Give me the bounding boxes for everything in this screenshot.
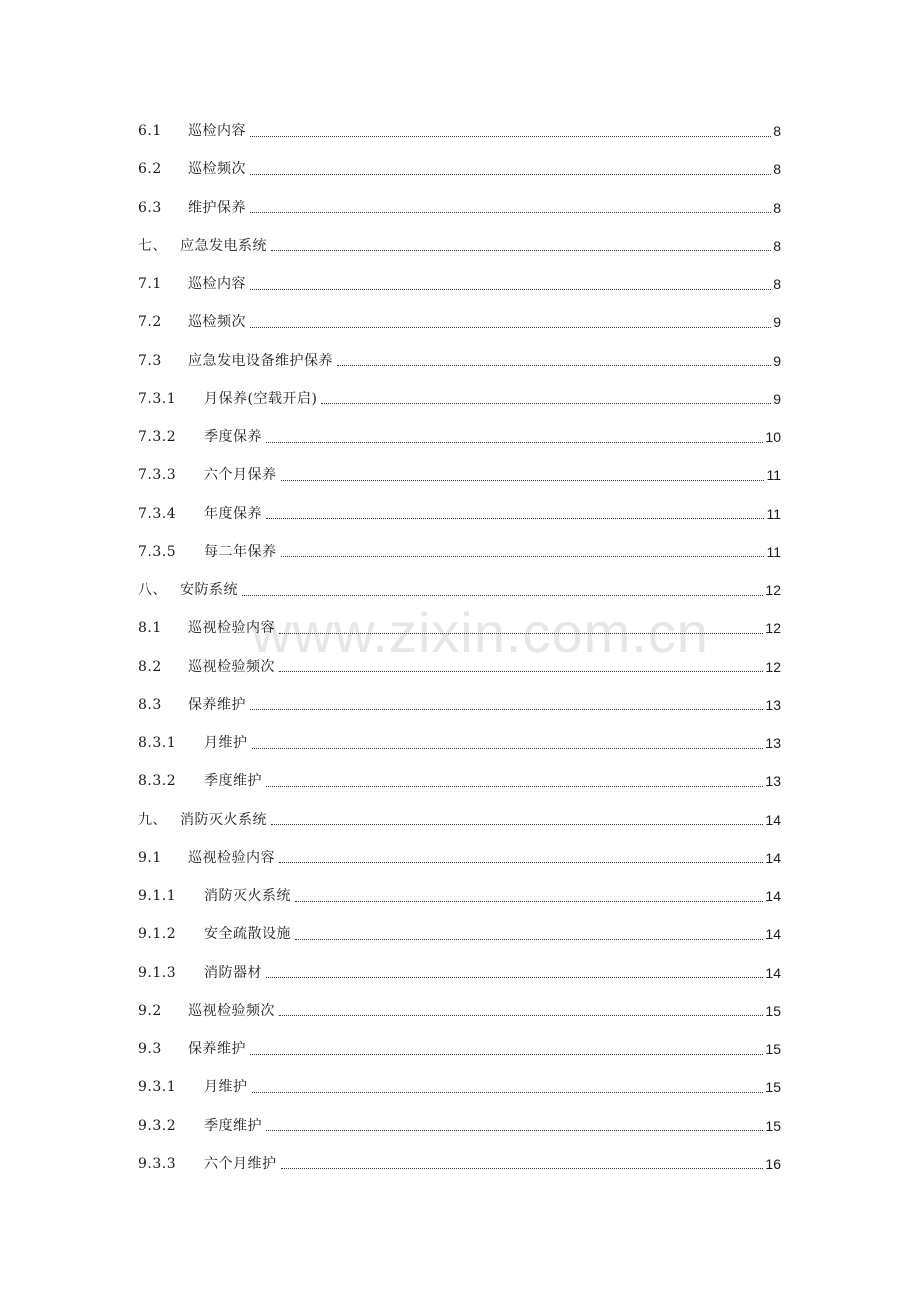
- toc-entry[interactable]: [138, 801, 781, 839]
- toc-dot-leader: [266, 441, 763, 443]
- toc-dot-leader: [281, 555, 765, 557]
- toc-entry[interactable]: [138, 112, 781, 150]
- toc-entry-title: 季度维护: [204, 1117, 262, 1134]
- toc-entry-page: 8: [773, 161, 781, 178]
- toc-entry-page: 15: [765, 1117, 781, 1134]
- toc-entry[interactable]: [138, 380, 781, 418]
- toc-entry-number: 8.3: [138, 696, 162, 713]
- toc-entry[interactable]: [138, 150, 781, 188]
- toc-entry-title: 巡视检验内容: [188, 849, 275, 866]
- toc-entry-page: 9: [773, 314, 781, 331]
- toc-entry-page: 11: [766, 543, 781, 560]
- toc-entry-page: 13: [765, 696, 781, 713]
- toc-entry-title: 消防器材: [204, 964, 262, 981]
- toc-entry-number: 9.3.3: [138, 1155, 177, 1172]
- toc-entry-number: 9.1: [138, 849, 162, 866]
- toc-entry-page: 11: [766, 467, 781, 484]
- toc-entry-number: 9.1.1: [138, 888, 177, 905]
- toc-dot-leader: [337, 364, 771, 366]
- toc-entry-number: 8.3.1: [138, 735, 177, 752]
- toc-entry-page: 11: [766, 505, 781, 522]
- toc-entry-title: 巡检频次: [188, 161, 246, 178]
- toc-entry-title: 六个月维护: [204, 1155, 277, 1172]
- toc-entry-number: 7.3: [138, 352, 162, 369]
- toc-entry-number: 7.3.4: [138, 505, 177, 522]
- toc-entry-title: 年度保养: [204, 505, 262, 522]
- toc-dot-leader: [252, 747, 764, 749]
- toc-dot-leader: [295, 938, 763, 940]
- toc-entry[interactable]: [138, 954, 781, 992]
- toc-entry[interactable]: [138, 265, 781, 303]
- toc-entry-number: 八、: [138, 582, 167, 599]
- toc-dot-leader: [271, 823, 763, 825]
- toc-entry-number: 9.2: [138, 1002, 162, 1019]
- toc-entry[interactable]: [138, 189, 781, 227]
- toc-entry-number: 7.3.2: [138, 429, 177, 446]
- toc-entry-title: 安防系统: [180, 582, 238, 599]
- toc-dot-leader: [250, 708, 763, 710]
- toc-entry-number: 8.3.2: [138, 773, 177, 790]
- toc-entry-number: 七、: [138, 237, 167, 254]
- toc-entry[interactable]: [138, 648, 781, 686]
- toc-entry-title: 巡检频次: [188, 314, 246, 331]
- toc-entry-title: 每二年保养: [204, 543, 277, 560]
- toc-entry[interactable]: [138, 1030, 781, 1068]
- toc-entry-title: 巡视检验内容: [188, 620, 275, 637]
- toc-entry[interactable]: [138, 1145, 781, 1183]
- toc-entry-number: 7.2: [138, 314, 162, 331]
- toc-entry-page: 13: [765, 773, 781, 790]
- toc-dot-leader: [266, 785, 763, 787]
- toc-entry[interactable]: [138, 418, 781, 456]
- toc-dot-leader: [279, 670, 763, 672]
- toc-entry-title: 维护保养: [188, 199, 246, 216]
- toc-entry-number: 9.1.3: [138, 964, 177, 981]
- toc-entry-page: 15: [765, 1041, 781, 1058]
- toc-entry-number: 7.3.3: [138, 467, 177, 484]
- toc-dot-leader: [252, 1091, 764, 1093]
- toc-entry-page: 12: [765, 620, 781, 637]
- toc-entry-page: 16: [765, 1155, 781, 1172]
- toc-entry-title: 季度维护: [204, 773, 262, 790]
- toc-entry-page: 13: [765, 735, 781, 752]
- toc-entry-page: 8: [773, 276, 781, 293]
- toc-entry-title: 消防灭火系统: [180, 811, 267, 828]
- toc-entry-title: 月维护: [204, 735, 248, 752]
- toc-dot-leader: [266, 1129, 763, 1131]
- toc-entry[interactable]: [138, 609, 781, 647]
- toc-entry[interactable]: [138, 762, 781, 800]
- toc-entry[interactable]: [138, 303, 781, 341]
- toc-dot-leader: [295, 900, 763, 902]
- toc-entry-page: 9: [773, 352, 781, 369]
- toc-entry[interactable]: [138, 839, 781, 877]
- toc-dot-leader: [281, 479, 765, 481]
- toc-entry-number: 8.1: [138, 620, 162, 637]
- toc-entry-number: 9.1.2: [138, 926, 177, 943]
- toc-entry-page: 8: [773, 123, 781, 140]
- toc-entry-title: 月保养(空载开启): [204, 390, 318, 407]
- toc-entry[interactable]: [138, 877, 781, 915]
- toc-dot-leader: [271, 249, 771, 251]
- toc-entry-title: 巡检内容: [188, 276, 246, 293]
- toc-dot-leader: [281, 1167, 764, 1169]
- toc-entry-title: 月维护: [204, 1079, 248, 1096]
- toc-entry-title: 巡视检验频次: [188, 658, 275, 675]
- toc-entry-number: 9.3: [138, 1041, 162, 1058]
- toc-entry-page: 14: [765, 926, 781, 943]
- toc-entry[interactable]: [138, 724, 781, 762]
- toc-entry-page: 9: [773, 390, 781, 407]
- toc-entry-number: 九、: [138, 811, 167, 828]
- toc-dot-leader: [266, 976, 763, 978]
- toc-entry-page: 12: [765, 582, 781, 599]
- toc-entry-page: 14: [765, 964, 781, 981]
- toc-entry[interactable]: [138, 456, 781, 494]
- toc-entry-title: 应急发电系统: [180, 237, 267, 254]
- toc-entry-page: 10: [765, 429, 781, 446]
- toc-dot-leader: [250, 288, 771, 290]
- toc-entry-title: 保养维护: [188, 1041, 246, 1058]
- toc-entry[interactable]: [138, 227, 781, 265]
- toc-entry-number: 7.3.5: [138, 543, 177, 560]
- toc-dot-leader: [242, 594, 763, 596]
- toc-dot-leader: [250, 173, 771, 175]
- toc-entry-number: 8.2: [138, 658, 162, 675]
- toc-entry-number: 9.3.2: [138, 1117, 177, 1134]
- toc-entry-title: 巡检内容: [188, 123, 246, 140]
- toc-entry-page: 14: [765, 811, 781, 828]
- watermark-text: www.zixin.com.cn: [251, 601, 709, 664]
- toc-dot-leader: [279, 861, 763, 863]
- toc-entry-title: 保养维护: [188, 696, 246, 713]
- toc-entry-title: 六个月保养: [204, 467, 277, 484]
- toc-dot-leader: [266, 517, 764, 519]
- toc-entry[interactable]: [138, 342, 781, 380]
- toc-dot-leader: [279, 632, 763, 634]
- toc-entry-number: 9.3.1: [138, 1079, 177, 1096]
- toc-entry-page: 12: [765, 658, 781, 675]
- toc-entry-page: 14: [765, 888, 781, 905]
- toc-entry-number: 6.2: [138, 161, 162, 178]
- toc-entry-page: 15: [765, 1002, 781, 1019]
- toc-entry[interactable]: [138, 533, 781, 571]
- toc-entry-title: 季度保养: [204, 429, 262, 446]
- toc-entry[interactable]: [138, 495, 781, 533]
- toc-dot-leader: [279, 1014, 763, 1016]
- toc-entry-page: 8: [773, 237, 781, 254]
- toc-dot-leader: [250, 211, 771, 213]
- toc-entry-title: 巡视检验频次: [188, 1002, 275, 1019]
- toc-entry-title: 安全疏散设施: [204, 926, 291, 943]
- toc-entry-page: 15: [765, 1079, 781, 1096]
- toc-entry-page: 14: [765, 849, 781, 866]
- toc-dot-leader: [321, 402, 771, 404]
- toc-dot-leader: [250, 135, 771, 137]
- toc-entry-number: 6.1: [138, 123, 162, 140]
- toc-entry-title: 应急发电设备维护保养: [188, 352, 333, 369]
- toc-entry[interactable]: [138, 1068, 781, 1106]
- toc-entry-number: 6.3: [138, 199, 162, 216]
- toc-entry-title: 消防灭火系统: [204, 888, 291, 905]
- table-of-contents: [138, 112, 781, 1183]
- toc-entry[interactable]: [138, 915, 781, 953]
- toc-entry-number: 7.3.1: [138, 390, 177, 407]
- toc-entry-number: 7.1: [138, 276, 162, 293]
- toc-entry[interactable]: [138, 992, 781, 1030]
- toc-entry[interactable]: [138, 1107, 781, 1145]
- toc-dot-leader: [250, 1053, 763, 1055]
- toc-entry[interactable]: [138, 686, 781, 724]
- toc-entry-page: 8: [773, 199, 781, 216]
- toc-entry[interactable]: [138, 571, 781, 609]
- toc-dot-leader: [250, 326, 771, 328]
